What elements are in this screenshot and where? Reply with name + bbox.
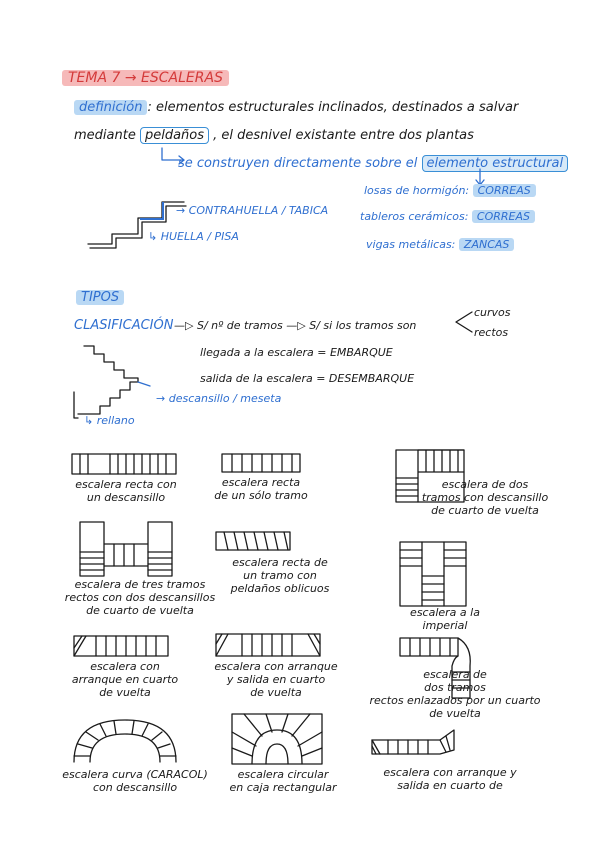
arrow-icon (160, 146, 190, 166)
type-4-diagram (78, 520, 174, 578)
peldanos-box: peldaños (140, 127, 209, 144)
type-12-diagram (370, 728, 460, 758)
type-6-diagram (398, 540, 470, 610)
curvos-label: curvos (474, 306, 511, 319)
type-5-diagram (214, 530, 294, 554)
branch-icon (454, 310, 474, 334)
type-9-caption: escalera de dos tramos rectos enlazados por un cuarto de vuelta (369, 668, 541, 720)
type-5-caption: escalera recta de un tramo con peldaños oblicuos (230, 556, 330, 595)
definition-label: definición (74, 100, 147, 115)
rectos-label: rectos (474, 326, 509, 339)
llegada-text: llegada a la escalera = EMBARQUE (200, 346, 393, 359)
type-8-caption: escalera con arranque y salida en cuarto de vuelta (214, 660, 338, 699)
elemento-estructural-box: elemento estructural (422, 155, 569, 172)
type-11-diagram (230, 712, 326, 768)
type-10-diagram (70, 716, 180, 766)
material-3: vigas metálicas: ZANCAS (366, 238, 514, 252)
type-1-diagram (70, 452, 180, 478)
tipos-heading: TIPOS (76, 290, 124, 306)
clasificacion-criteria: —▷ S/ nº de tramos —▷ S/ si los tramos son (174, 319, 417, 332)
type-10-caption: escalera curva (CARACOL) con descansillo (62, 768, 208, 794)
contrahuella-label: → CONTRAHUELLA / TABICA (176, 204, 329, 217)
type-1-caption: escalera recta con un descansillo (75, 478, 177, 504)
huella-label: ↳ HUELLA / PISA (148, 230, 239, 243)
descansillo-label: → descansillo / meseta (156, 392, 282, 405)
type-7-diagram (72, 634, 172, 660)
clasificacion-label: CLASIFICACIÓN (74, 318, 174, 333)
definition-line-2: mediante peldaños , el desnivel existante entre dos plantas (74, 128, 474, 143)
type-4-caption: escalera de tres tramos rectos con dos descansillos de cuarto de vuelta (64, 578, 216, 617)
type-2-diagram (220, 452, 304, 476)
definition-line-1: definición : elementos estructurales inclinados, destinados a salvar (74, 100, 518, 116)
type-6-caption: escalera a la imperial (410, 606, 480, 632)
rellano-label: ↳ rellano (84, 414, 135, 427)
salida-text: salida de la escalera = DESEMBARQUE (200, 372, 415, 385)
material-1: losas de hormigón: CORREAS (364, 184, 536, 198)
type-3-caption: escalera de dos tramos con descansillo de cuarto de vuelta (421, 478, 549, 517)
type-7-caption: escalera con arranque en cuarto de vuelta (71, 660, 179, 699)
definition-line-3: se construyen directamente sobre el elemento estructural (178, 156, 568, 172)
type-11-caption: escalera circular en caja rectangular (229, 768, 337, 794)
type-8-diagram (214, 632, 324, 660)
landing-stair-diagram (74, 342, 170, 422)
type-12-caption: escalera con arranque y salida en cuarto de (383, 766, 517, 792)
page-title: TEMA 7 → ESCALERAS (62, 70, 229, 86)
material-2: tableros cerámicos: CORREAS (360, 210, 535, 224)
type-2-caption: escalera recta de un sólo tramo (214, 476, 308, 502)
